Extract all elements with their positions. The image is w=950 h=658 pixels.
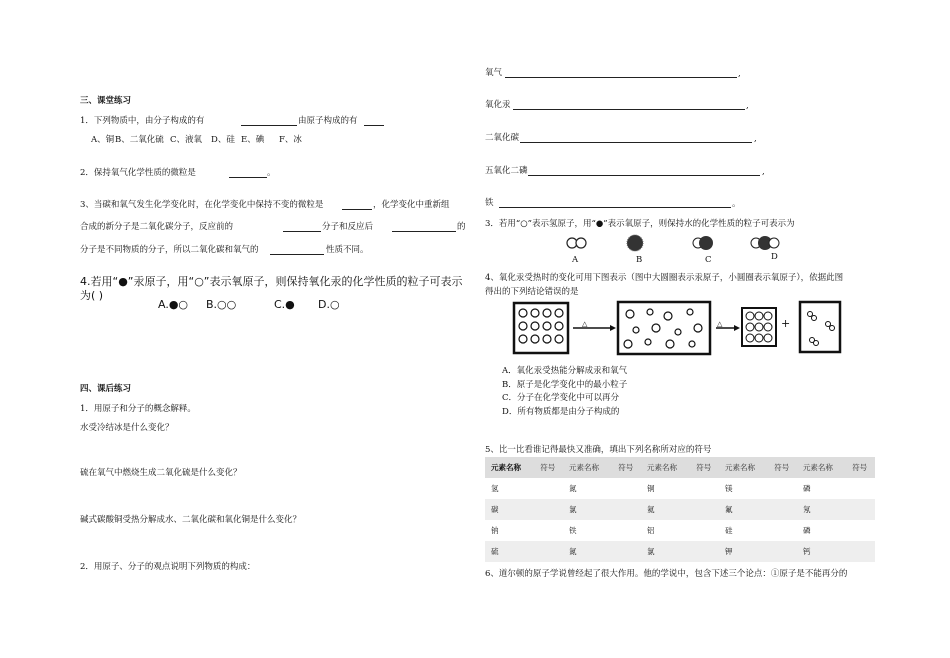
header-cell: 符号	[768, 457, 797, 478]
q3-line2a: 合成的新分子是二氧化碳分子，反应前的	[80, 222, 234, 232]
h1-question-a: 水受冷结冰是什么变化？	[80, 423, 174, 433]
h2-text: 2．用原子、分子的观点说明下列物质的构成：	[80, 562, 256, 572]
substance-blank[interactable]	[520, 142, 752, 143]
q2-end: 。	[267, 168, 276, 178]
element-name: 铁	[568, 526, 577, 535]
element-name: 钙	[797, 541, 846, 562]
element-name: 氮	[568, 484, 577, 493]
symbol-cell[interactable]	[846, 541, 875, 562]
symbol-cell[interactable]	[690, 541, 719, 562]
q1-option: B、二氧化硫	[115, 135, 164, 145]
header-cell: 元素名称	[719, 457, 768, 478]
punct: ,	[762, 167, 765, 177]
header-cell: 元素名称	[485, 457, 534, 478]
table-row	[485, 541, 875, 562]
symbol-cell[interactable]	[768, 541, 797, 562]
option-a-molecule	[567, 238, 586, 248]
symbol-cell[interactable]	[534, 541, 563, 562]
symbol-cell[interactable]	[612, 478, 641, 499]
symbol-cell[interactable]	[690, 478, 719, 499]
symbol-cell[interactable]	[768, 478, 797, 499]
header-cell: 符号	[534, 457, 563, 478]
punct: ,	[754, 134, 757, 144]
substance-blank[interactable]	[513, 109, 745, 110]
substance-blank[interactable]	[528, 175, 760, 176]
q3-line3a: 分子是不同物质的分子，所以二氧化碳和氧气的	[80, 245, 259, 255]
r-q4-line2: 得出的下列结论错误的是	[485, 287, 579, 297]
element-name: 磷	[802, 526, 811, 535]
q1-option: D、硅	[211, 135, 235, 145]
q3-blank-1[interactable]	[342, 209, 372, 210]
punct: ,	[746, 101, 749, 111]
q3-blank-4[interactable]	[270, 254, 324, 255]
q1-mid-text: 由原子构成的有	[298, 116, 358, 126]
substance-label: 氧化汞	[485, 100, 511, 110]
header-cell: 元素名称	[797, 457, 846, 478]
symbol-cell[interactable]	[690, 499, 719, 520]
substance-blank[interactable]	[505, 77, 737, 78]
element-name: 碳	[485, 499, 534, 520]
q3-line1: 3、当碳和氧气发生化学变化时，在化学变化中保持不变的微粒是	[80, 200, 324, 210]
option-d-molecule	[751, 236, 779, 250]
q4-option-d: D.○	[318, 298, 340, 311]
element-name: 铜	[646, 484, 655, 493]
header-cell: 符号	[690, 457, 719, 478]
substance-label: 铁	[485, 198, 494, 208]
option-label-c: C	[705, 255, 712, 265]
symbol-cell[interactable]	[690, 520, 719, 541]
substance-label: 五氧化二磷	[485, 166, 528, 176]
table-header-row	[485, 457, 875, 478]
r-q6-text: 6、道尔顿的原子学说曾经起了很大作用。他的学说中，包含下述三个论点：①原子是不能再分的	[485, 569, 848, 579]
r-q5-text: 5、比一比看谁记得最快又准确，填出下列名称所对应的符号	[485, 445, 712, 455]
h1-question-c: 碱式碳酸铜受热分解成水、二氧化碳和氧化铜是什么变化？	[80, 515, 302, 525]
q3-blank-3[interactable]	[392, 231, 456, 232]
symbol-cell[interactable]	[534, 478, 563, 499]
h1-question-b: 硫在氧气中燃烧生成二氧化硫是什么变化？	[80, 468, 242, 478]
r-q3-text: 3．若用“○”表示氢原子，用“●”表示氧原子，则保持水的化学性质的粒子可表示为	[485, 219, 795, 229]
symbol-cell[interactable]	[846, 478, 875, 499]
q3-line3b: 性质不同。	[326, 245, 369, 255]
symbol-cell[interactable]	[612, 499, 641, 520]
element-name: 硅	[724, 526, 733, 535]
q3-blank-2[interactable]	[283, 231, 321, 232]
q3-line2b: 分子和反应后	[322, 222, 374, 232]
r-q4-option: B．原子是化学变化中的最小粒子	[502, 380, 628, 390]
element-name: 氯	[641, 541, 690, 562]
option-label-d: D	[771, 252, 778, 262]
punct: ,	[738, 69, 741, 79]
element-name: 铝	[646, 526, 655, 535]
h1-text: 1．用原子和分子的概念解释。	[80, 404, 196, 414]
section3-heading: 三、课堂练习	[80, 96, 132, 106]
element-name: 氦	[641, 499, 690, 520]
r-q4-option: C．分子在化学变化中可以再分	[502, 393, 620, 403]
q2-blank[interactable]	[229, 177, 267, 178]
option-label-b: B	[636, 255, 643, 265]
q2-text: 2．保持氧气化学性质的微粒是	[80, 168, 196, 178]
header-cell: 符号	[846, 457, 875, 478]
symbol-cell[interactable]	[846, 520, 875, 541]
symbol-cell[interactable]	[612, 520, 641, 541]
q4-option-c: C.●	[274, 298, 295, 311]
element-name: 硫	[485, 541, 534, 562]
heat-symbol: △	[717, 320, 723, 328]
punct: 。	[732, 199, 741, 209]
element-name: 磷	[802, 484, 811, 493]
section4-heading: 四、课后练习	[80, 384, 132, 394]
q3-line1-end: ，化学变化中重新组	[373, 200, 450, 210]
table-row	[485, 520, 875, 541]
q1-option: F、冰	[279, 135, 302, 145]
q1-option: E、碘	[241, 135, 265, 145]
element-name: 钾	[719, 541, 768, 562]
element-name: 镁	[724, 484, 733, 493]
q1-option: C、液氧	[170, 135, 203, 145]
element-name: 钠	[491, 526, 499, 535]
symbol-cell[interactable]	[534, 499, 563, 520]
table-row	[485, 478, 875, 499]
table-row	[485, 499, 875, 520]
q4-line1: 4.若用“●”汞原子，用“○”表示氧原子，则保持氧化汞的化学性质的粒子可表示	[80, 275, 463, 288]
header-cell: 元素名称	[641, 457, 690, 478]
element-name: 氢	[491, 484, 499, 493]
substance-label: 氧气	[485, 68, 503, 78]
substance-label: 二氧化碳	[485, 133, 520, 143]
mercury-oxide-decomposition-diagram	[510, 300, 850, 360]
symbol-cell[interactable]	[534, 520, 563, 541]
q1-option: A、铜	[91, 135, 115, 145]
symbol-cell[interactable]	[846, 499, 875, 520]
option-c-molecule	[693, 236, 713, 250]
q1-blank-2[interactable]	[364, 125, 384, 126]
symbol-cell[interactable]	[612, 541, 641, 562]
r-q4-line1: 4、氧化汞受热时的变化可用下图表示（图中大圆圈表示汞原子，小圆圈表示氧原子），依据此图	[485, 273, 844, 283]
element-name: 氟	[719, 499, 768, 520]
element-symbol-table	[485, 457, 875, 562]
element-name: 氮	[563, 541, 612, 562]
symbol-cell[interactable]	[768, 520, 797, 541]
q4-option-b: B.○○	[206, 298, 237, 311]
option-b-molecule	[627, 235, 643, 251]
q4-option-a: A.●○	[158, 298, 189, 311]
q1-blank-1[interactable]	[241, 125, 297, 126]
element-name: 氖	[797, 499, 846, 520]
q4-line2: 为( )	[80, 289, 104, 302]
symbol-cell[interactable]	[768, 499, 797, 520]
r-q4-option: D．所有物质都是由分子构成的	[502, 407, 620, 417]
header-cell: 符号	[612, 457, 641, 478]
r-q4-option: A．氧化汞受热能分解成汞和氧气	[502, 366, 628, 376]
option-label-a: A	[572, 255, 579, 265]
header-cell: 元素名称	[563, 457, 612, 478]
plus-sign: +	[781, 317, 791, 330]
substance-blank[interactable]	[499, 207, 731, 208]
heat-symbol: △	[582, 320, 588, 328]
element-name: 氯	[563, 499, 612, 520]
q3-line2c: 的	[457, 222, 466, 232]
q1-text: 1．下列物质中，由分子构成的有	[80, 116, 205, 126]
